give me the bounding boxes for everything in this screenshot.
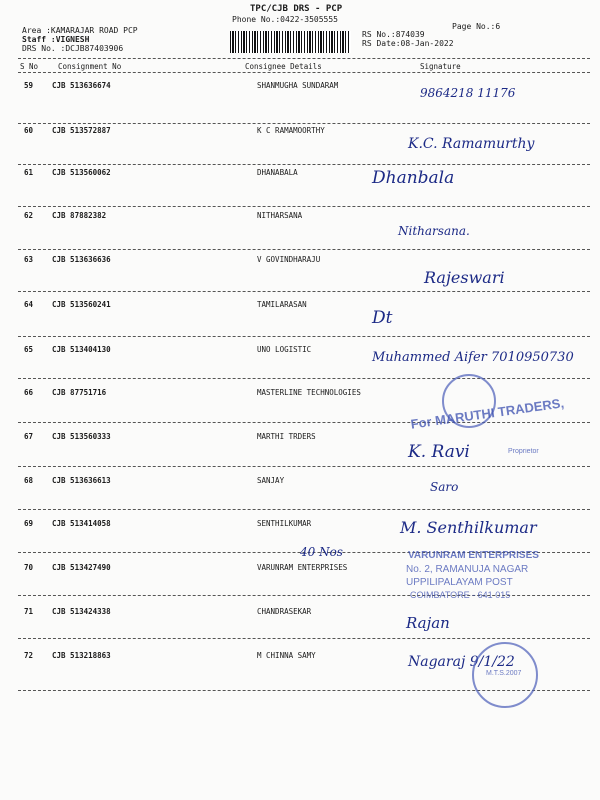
row-consignee: SENTHILKUMAR: [257, 519, 312, 528]
row-divider: [18, 638, 590, 639]
row-consignment: CJB 87882382: [52, 211, 107, 220]
row-divider: [18, 336, 590, 337]
signature-72: Nagaraj 9/1/22: [408, 654, 515, 670]
row-consignment: CJB 513636636: [52, 255, 111, 264]
phone-number: Phone No.:0422-3505555: [232, 15, 338, 24]
row-consignee: MASTERLINE TECHNOLOGIES: [257, 388, 361, 397]
row-consignee: TAMILARASAN: [257, 300, 307, 309]
signature-67: K. Ravi: [408, 442, 470, 462]
drs-number: DRS No. :DCJB87403906: [22, 44, 124, 53]
signature-70: 40 Nos: [300, 545, 343, 559]
area-label: Area :KAMARAJAR ROAD PCP: [22, 26, 138, 35]
table-row: [0, 476, 600, 522]
signature-71: Rajan: [406, 614, 450, 632]
row-consignee: DHANABALA: [257, 168, 298, 177]
row-consignee: SANJAY: [257, 476, 285, 485]
row-sno: 68: [24, 476, 34, 485]
row-divider: [18, 422, 590, 423]
row-consignee: CHANDRASEKAR: [257, 607, 312, 616]
row-consignment: CJB 87751716: [52, 388, 107, 397]
row-sno: 72: [24, 651, 34, 660]
signature-62: Nitharsana.: [398, 224, 470, 238]
row-divider: [18, 249, 590, 250]
maruthi-traders-stamp: For MARUTHI TRADERS,: [409, 395, 565, 432]
staff-label: Staff :VIGNESH: [22, 35, 90, 44]
row-consignee: MARTHI TRDERS: [257, 432, 316, 441]
row-sno: 64: [24, 300, 34, 309]
row-consignment: CJB 513636613: [52, 476, 111, 485]
row-consignee: SHANMUGHA SUNDARAM: [257, 81, 339, 90]
row-divider: [18, 291, 590, 292]
rs-number: RS No.:874039: [362, 30, 425, 39]
row-sno: 69: [24, 519, 34, 528]
signature-69: M. Senthilkumar: [400, 518, 537, 537]
row-sno: 66: [24, 388, 34, 397]
signature-64: Dt: [372, 308, 393, 328]
row-sno: 60: [24, 126, 34, 135]
row-sno: 63: [24, 255, 34, 264]
col-sno: S No: [20, 62, 39, 71]
row-consignee: NITHARSANA: [257, 211, 303, 220]
row-consignee: V GOVINDHARAJU: [257, 255, 321, 264]
table-row: [0, 300, 600, 346]
row-sno: 59: [24, 81, 34, 90]
row-sno: 62: [24, 211, 34, 220]
header-divider-bottom: [18, 72, 590, 73]
signature-60: K.C. Ramamurthy: [408, 136, 535, 152]
row-consignment: CJB 513414058: [52, 519, 111, 528]
table-row: [0, 255, 600, 301]
row-consignee: K C RAMAMOORTHY: [257, 126, 325, 135]
row-consignee: UNO LOGISTIC: [257, 345, 312, 354]
col-signature: Signature: [420, 62, 461, 71]
row-consignment: CJB 513218863: [52, 651, 111, 660]
barcode-image: [230, 31, 351, 53]
signature-59: 9864218 11176: [420, 86, 516, 100]
row-consignment: CJB 513560333: [52, 432, 111, 441]
signature-61: Dhanbala: [372, 168, 455, 188]
header-divider-top: [18, 58, 590, 59]
table-row: [0, 211, 600, 257]
row-consignee: VARUNRAM ENTERPRISES: [257, 563, 348, 572]
page-number: Page No.:6: [452, 22, 501, 31]
row-consignment: CJB 513560241: [52, 300, 111, 309]
row-divider: [18, 164, 590, 165]
maruthi-proprietor-stamp: Proprietor: [508, 448, 539, 455]
row-sno: 61: [24, 168, 34, 177]
signature-68: Saro: [430, 480, 459, 494]
signature-63: Rajeswari: [424, 268, 505, 287]
row-consignment: CJB 513636674: [52, 81, 111, 90]
varunram-stamp-line2: No. 2, RAMANUJA NAGAR: [406, 564, 529, 575]
table-row: [0, 168, 600, 214]
row-sno: 70: [24, 563, 34, 572]
row-consignee: M CHINNA SAMY: [257, 651, 316, 660]
row-sno: 67: [24, 432, 34, 441]
col-consignment: Consignment No: [58, 62, 122, 71]
row-consignment: CJB 513424338: [52, 607, 111, 616]
signature-65: Muhammed Aifer 7010950730: [372, 350, 574, 365]
row-divider: [18, 378, 590, 379]
row-consignment: CJB 513427490: [52, 563, 111, 572]
row-consignment: CJB 513572887: [52, 126, 111, 135]
row-consignment: CJB 513560062: [52, 168, 111, 177]
doc-title: TPC/CJB DRS - PCP: [250, 4, 343, 14]
table-row: [0, 432, 600, 478]
row-divider: [18, 206, 590, 207]
rs-date: RS Date:08-Jan-2022: [362, 39, 454, 48]
row-sno: 71: [24, 607, 34, 616]
varunram-stamp-line4: COIMBATORE - 641 015: [410, 590, 511, 600]
varunram-stamp-line3: UPPILIPALAYAM POST: [406, 577, 513, 588]
varunram-stamp-line1: VARUNRAM ENTERPRISES: [408, 550, 539, 561]
row-divider: [18, 509, 590, 510]
row-divider: [18, 123, 590, 124]
row-sno: 65: [24, 345, 34, 354]
row-divider: [18, 466, 590, 467]
row-consignment: CJB 513404130: [52, 345, 111, 354]
col-consignee: Consignee Details: [245, 62, 322, 71]
round-seal-text: M.T.S.2007: [486, 670, 522, 677]
